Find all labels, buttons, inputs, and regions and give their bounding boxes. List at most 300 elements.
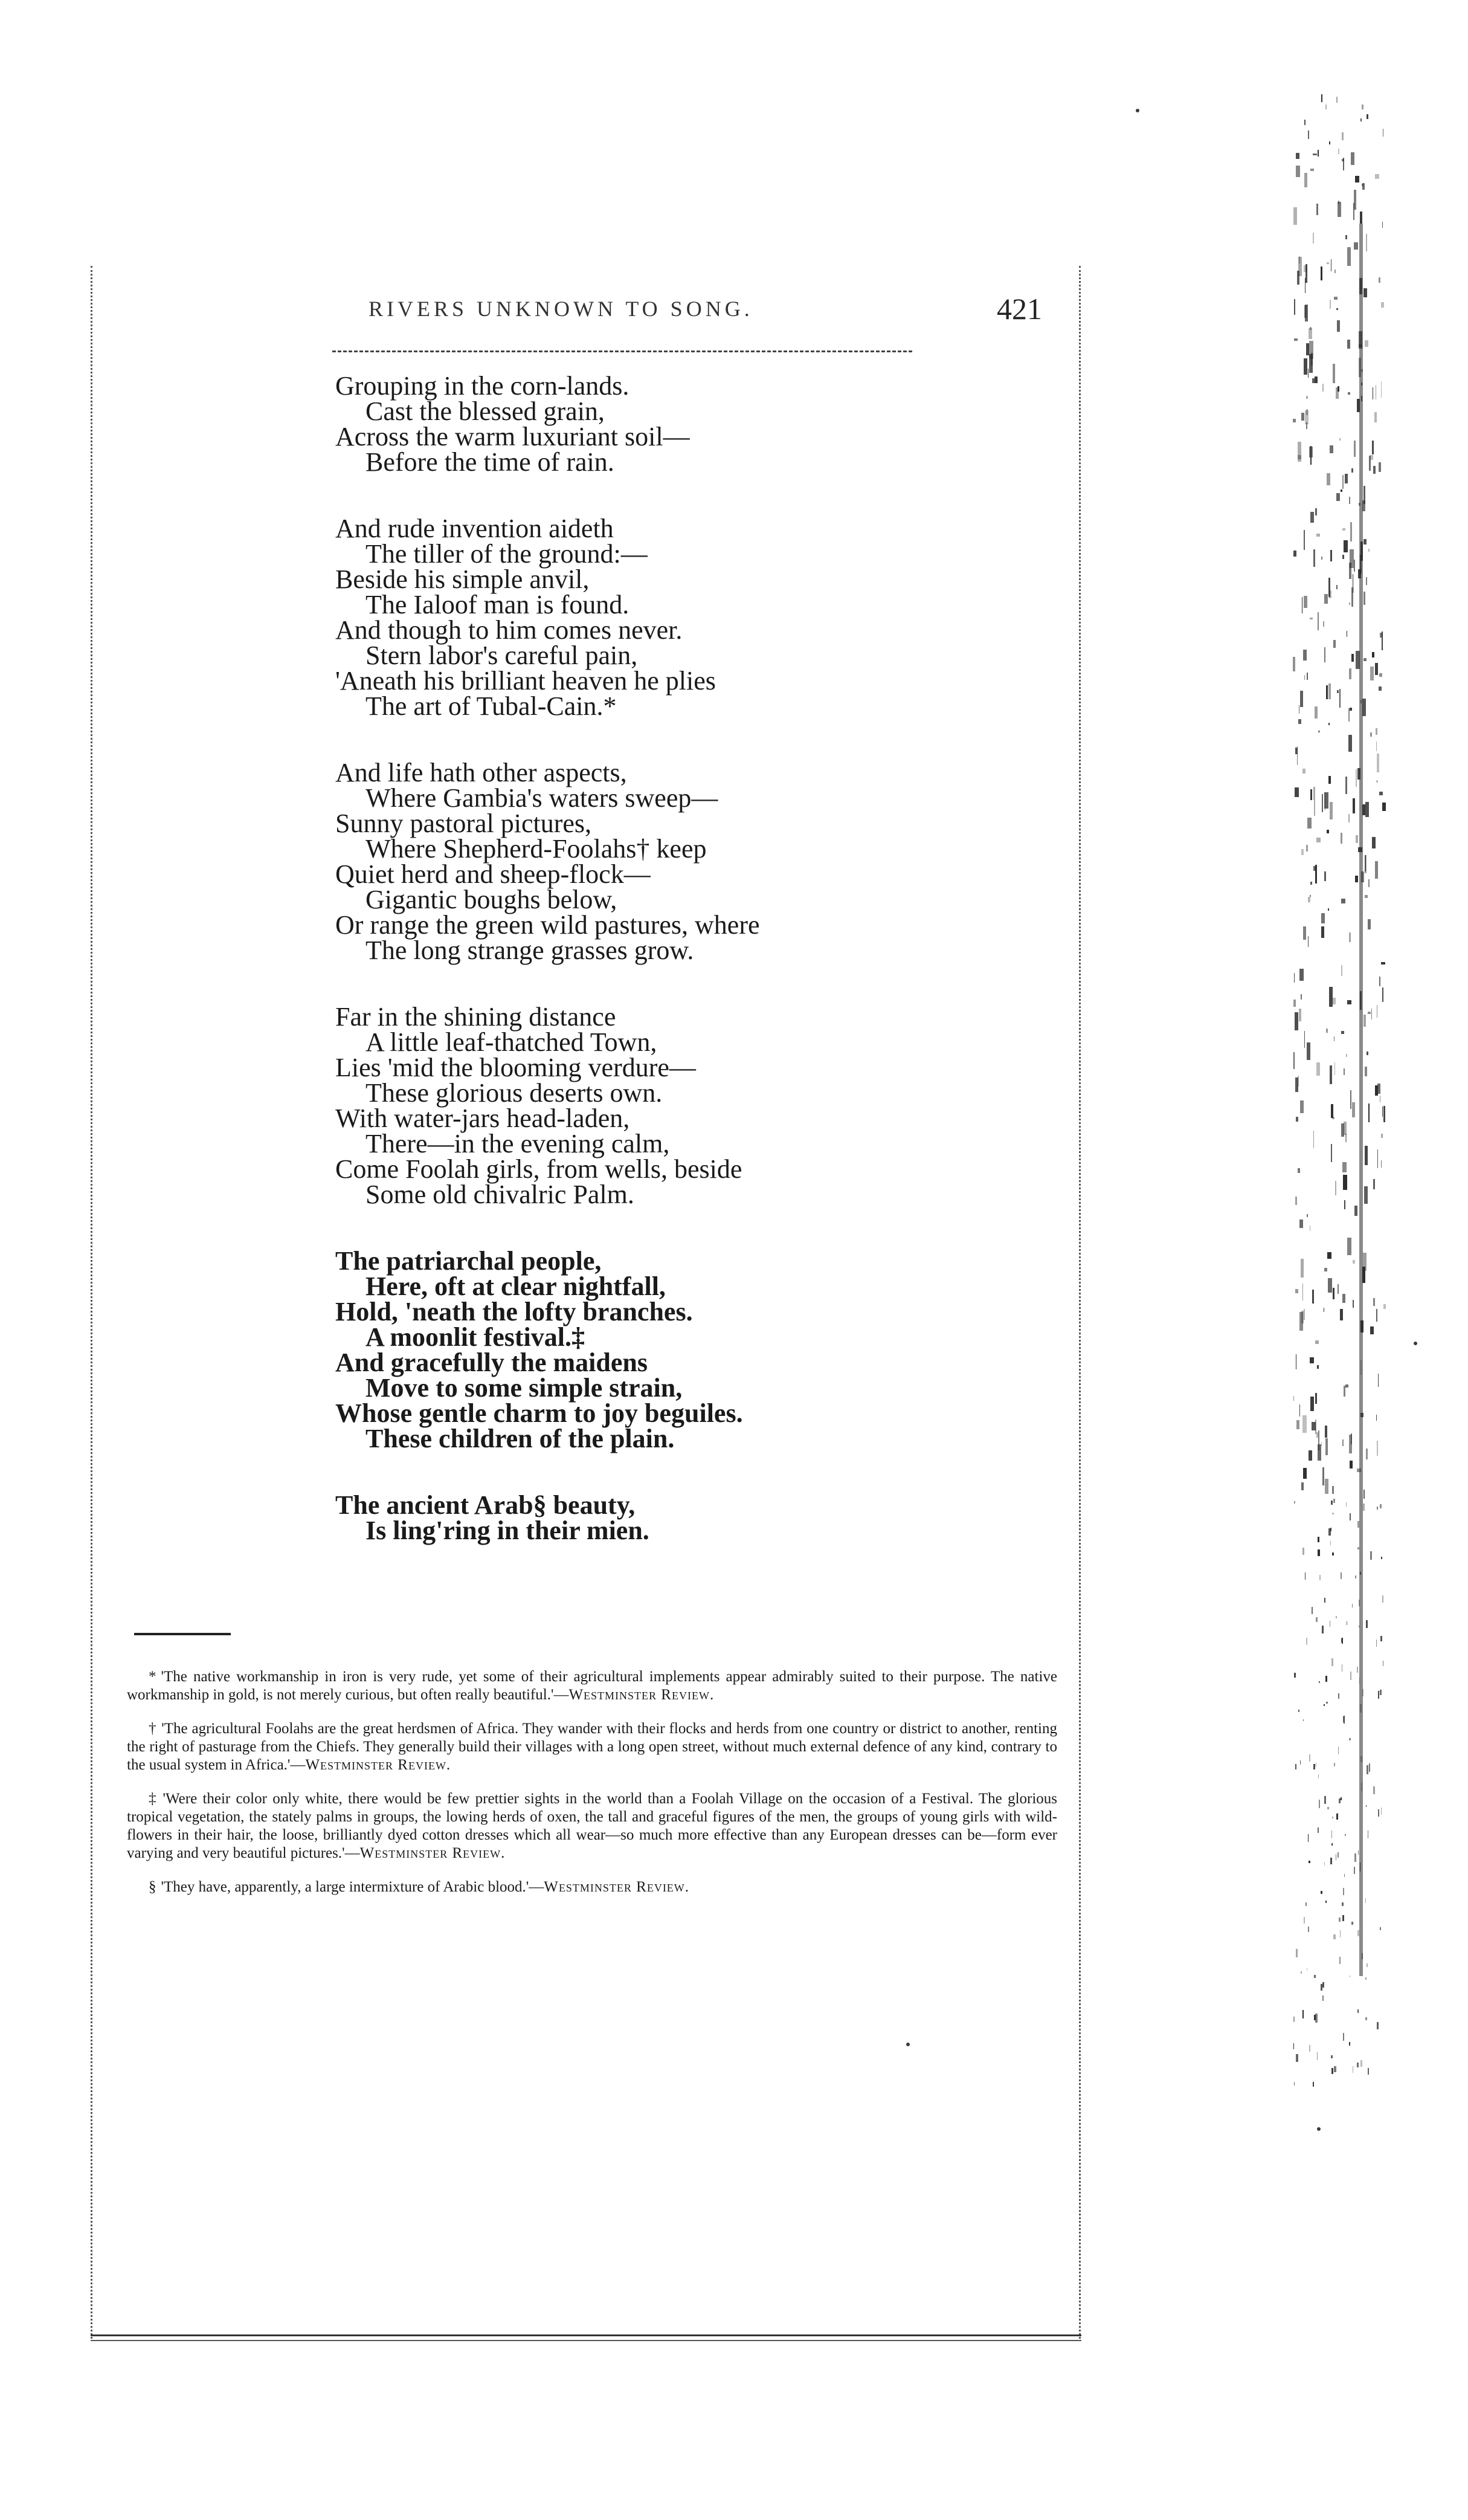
scan-noise (1365, 2017, 1367, 2021)
poem-line: Move to some simple strain, (365, 1373, 683, 1403)
scan-noise (1342, 1294, 1345, 1303)
scan-noise (1368, 549, 1370, 551)
scan-noise (1294, 2082, 1295, 2085)
scan-noise (1351, 1922, 1353, 1925)
scan-noise (1327, 1807, 1329, 1809)
scan-noise (1299, 1009, 1301, 1021)
scan-noise (1294, 973, 1295, 983)
scan-noise (1367, 1052, 1368, 1055)
scan-noise (1324, 1704, 1325, 1706)
scan-noise (1293, 657, 1295, 672)
poem-line: A little leaf-thatched Town, (365, 1027, 657, 1057)
scan-noise (1344, 540, 1347, 552)
scan-noise (1352, 574, 1354, 593)
scan-noise (1304, 675, 1305, 680)
scan-noise (1313, 233, 1314, 244)
poem-line: There—in the evening calm, (365, 1129, 670, 1158)
scan-noise (1325, 1901, 1327, 1903)
scan-noise (1356, 835, 1358, 843)
poem-line: Hold, 'neath the lofty branches. (335, 1297, 693, 1326)
scan-noise (1350, 1513, 1351, 1520)
scan-noise (1322, 794, 1323, 813)
scan-noise (1309, 1861, 1310, 1864)
scan-noise (1306, 396, 1308, 399)
poem-line: Stern labor's careful pain, (365, 641, 638, 670)
scan-noise (1293, 1396, 1294, 1401)
scan-noise (1376, 1640, 1377, 1647)
scan-noise (1304, 1309, 1305, 1319)
scan-noise (1373, 1179, 1374, 1189)
scan-noise (1378, 1374, 1379, 1387)
scan-noise (1325, 105, 1327, 109)
scan-noise (1355, 876, 1358, 882)
scan-noise (1342, 1162, 1346, 1172)
scan-noise (1360, 118, 1362, 121)
scan-noise (1304, 305, 1307, 318)
page-number: 421 (997, 292, 1042, 326)
scan-noise (1321, 267, 1323, 280)
scan-noise (1349, 1738, 1351, 1740)
scan-noise (1330, 445, 1333, 454)
poem-line: Where Shepherd-Foolahs† keep (365, 834, 707, 864)
scan-noise (1293, 207, 1297, 225)
scan-noise (1301, 994, 1302, 1000)
scan-noise (1306, 343, 1309, 355)
stanza (335, 1004, 1048, 1207)
scan-noise (1338, 201, 1339, 204)
poem-line: Come Foolah girls, from wells, beside (335, 1154, 742, 1184)
scan-noise (1304, 1917, 1305, 1924)
scan-noise (1307, 673, 1308, 680)
scan-noise (1296, 1420, 1299, 1429)
scan-noise (1345, 1834, 1346, 1836)
stanza (335, 1246, 1048, 1453)
scan-noise (1354, 1867, 1355, 1874)
scan-noise (1333, 1499, 1335, 1503)
footnote-source: Westminster Review. (305, 1757, 451, 1773)
scan-noise (1322, 1982, 1324, 1988)
scan-noise (1350, 1672, 1352, 1680)
scan-noise (1313, 2082, 1314, 2087)
scan-noise (1365, 855, 1367, 873)
scan-noise (1363, 1490, 1364, 1499)
scan-noise (1331, 1104, 1333, 1117)
scan-noise (1307, 1042, 1310, 1060)
scan-noise (1309, 1450, 1312, 1461)
scan-noise (1316, 838, 1321, 842)
scan-noise (1349, 497, 1350, 504)
poem-line: 'Aneath his brilliant heaven he plies (335, 666, 716, 696)
left-border-rule (91, 266, 92, 2339)
poem-line: Here, oft at clear nightfall, (365, 1271, 666, 1301)
scan-noise (1328, 683, 1331, 699)
poem-line: Far in the shining distance (335, 1002, 616, 1032)
scan-noise (1307, 1214, 1308, 1216)
scan-noise (1322, 1995, 1324, 2001)
scan-noise (1302, 1284, 1303, 1300)
footnote-mark: ‡ (149, 1791, 158, 1807)
scan-noise (1332, 1552, 1334, 1556)
scan-noise (1349, 563, 1351, 578)
scan-noise (1326, 685, 1328, 699)
scan-noise (1379, 673, 1383, 677)
scan-noise (1298, 1710, 1300, 1712)
scan-noise (1349, 932, 1351, 942)
scan-noise (1378, 1809, 1379, 1817)
scan-noise (1328, 723, 1330, 725)
scan-noise (1357, 2009, 1359, 2013)
scan-noise (1304, 596, 1307, 608)
scan-noise (1325, 1438, 1328, 1455)
scan-noise (1333, 640, 1336, 647)
scan-noise (1318, 1827, 1319, 1833)
scan-noise (1310, 169, 1314, 171)
scan-noise (1381, 1134, 1383, 1137)
footnote (127, 1790, 1057, 1863)
scan-noise (1317, 1365, 1319, 1368)
scan-noise (1318, 1444, 1321, 1461)
scan-noise (1343, 158, 1344, 170)
scan-noise (1318, 612, 1319, 630)
scan-noise (1321, 94, 1322, 102)
scan-noise (1382, 1595, 1383, 1603)
scan-noise (1296, 1354, 1297, 1369)
scan-noise (1354, 1853, 1356, 1862)
header-divider (332, 351, 912, 352)
scan-noise (1352, 1604, 1353, 1607)
scan-noise (1381, 302, 1384, 308)
scan-noise (1321, 557, 1322, 560)
scan-noise (1364, 1186, 1368, 1204)
poem-line: A moonlit festival.‡ (365, 1322, 585, 1352)
scan-noise (1354, 190, 1356, 210)
scan-noise (1349, 603, 1350, 605)
scan-noise (1314, 1975, 1316, 1978)
scan-noise (1343, 1716, 1344, 1722)
scan-noise (1368, 879, 1370, 887)
scan-noise (1383, 1304, 1386, 1309)
scan-noise (1293, 419, 1296, 422)
scan-noise (1360, 2060, 1362, 2067)
scan-noise (1296, 1949, 1298, 1958)
poem-line: Or range the green wild pastures, where (335, 910, 760, 940)
scan-noise (1306, 1638, 1307, 1645)
scan-noise (1379, 792, 1383, 795)
scan-noise (1344, 1200, 1345, 1209)
scan-noise (1304, 265, 1307, 272)
poem-line: And rude invention aideth (335, 514, 614, 543)
scan-noise (1326, 1029, 1328, 1033)
scan-noise (1375, 861, 1378, 879)
scan-noise (1377, 1441, 1378, 1456)
scan-noise (1339, 1917, 1341, 1922)
scan-noise (1313, 866, 1316, 870)
scan-noise (1339, 1957, 1341, 1964)
scan-noise (1330, 1528, 1331, 1531)
scan-noise (1331, 2068, 1333, 2074)
scan-noise (1347, 340, 1351, 349)
scan-noise (1310, 618, 1313, 619)
scan-noise (1365, 1977, 1367, 1980)
scan-noise (1330, 300, 1331, 309)
scan-noise (1329, 141, 1330, 144)
scan-noise (1355, 176, 1359, 183)
scan-noise (1380, 1504, 1381, 1508)
scan-noise (1301, 1971, 1302, 1974)
scan-noise (1293, 1000, 1296, 1007)
scan-noise (1350, 522, 1352, 541)
scan-noise (1331, 1658, 1333, 1665)
scan-noise (1315, 1393, 1318, 1404)
scan-noise (1376, 385, 1377, 399)
scan-noise (1349, 2042, 1350, 2046)
scan-noise (1308, 131, 1309, 139)
scan-noise (1321, 1442, 1322, 1447)
scan-noise (1318, 150, 1319, 157)
scan-noise (1325, 1426, 1327, 1438)
scan-noise (1366, 1449, 1368, 1459)
scan-noise (1299, 1220, 1302, 1228)
scan-noise (1324, 1598, 1326, 1603)
scan-noise (1353, 1260, 1355, 1264)
footnote-text: 'The agricultural Foolahs are the great herdsmen of Africa. They wander with their flocks and herds from one country or district to another, renting the right of pasturage from the Chiefs. They generally build their villages with a long open street, without much external defence of any kind, contrary to the usual system in Africa.'— (127, 1720, 1058, 1773)
footnote-source: Westminster Review. (544, 1879, 690, 1895)
scan-noise (1302, 769, 1305, 774)
scan-noise (1319, 1575, 1321, 1580)
scan-noise (1366, 577, 1367, 586)
scan-noise (1313, 787, 1315, 800)
stanza (335, 1490, 1048, 1545)
scan-noise (1363, 592, 1365, 604)
poem-line: The tiller of the ground:— (365, 539, 648, 569)
scan-noise (1308, 1834, 1309, 1842)
scan-noise (1324, 647, 1325, 662)
scan-noise (1328, 908, 1329, 911)
scan-noise (1296, 2054, 1298, 2062)
scan-noise (1334, 1763, 1335, 1766)
scan-noise (1303, 926, 1305, 940)
poem-line: Cast the blessed grain, (365, 396, 605, 426)
scan-noise (1381, 1557, 1382, 1559)
scan-noise (1310, 1397, 1314, 1411)
stanza (335, 373, 1048, 475)
scan-noise (1299, 1404, 1300, 1417)
footnote-text: 'Were their color only white, there would be few prettier sights in the world than a Foolah Village on the occasion of a Festival. The glorious tropical vegetation, the stately palms in groups, the lowing herds of oxen, the tall and graceful figures of the men, the groups of young girls with wild-flowers in their hair, the loose, brilliantly dyed cotton dresses which all wear—so much more effective than any European dresses can be—form ever varying and very beautiful pictures.'— (127, 1791, 1058, 1861)
scan-noise (1295, 1197, 1297, 1205)
scan-noise (1296, 153, 1300, 159)
poem-line: Some old chivalric Palm. (365, 1180, 634, 1209)
scan-noise (1383, 1106, 1385, 1122)
scan-noise (1379, 462, 1381, 472)
poem-line: Lies 'mid the blooming verdure— (335, 1053, 696, 1082)
scan-noise (1315, 2014, 1317, 2023)
scan-noise (1354, 560, 1355, 572)
scan-noise (1299, 1312, 1303, 1330)
scan-noise (1372, 837, 1376, 848)
scan-noise (1338, 386, 1339, 392)
footnote-mark: * (149, 1669, 156, 1685)
scan-dust (906, 2043, 910, 2046)
scan-noise (1321, 1891, 1322, 1893)
scan-noise (1345, 235, 1347, 239)
scan-noise (1365, 1067, 1367, 1077)
scan-noise (1376, 728, 1377, 735)
scan-noise (1381, 962, 1385, 964)
scan-noise (1365, 340, 1368, 347)
scan-noise (1335, 1181, 1336, 1196)
scan-noise (1309, 447, 1313, 457)
scan-noise (1313, 1764, 1315, 1769)
scan-noise (1316, 1432, 1319, 1438)
footnote-text: 'They have, apparently, a large intermixture of Arabic blood.'— (161, 1879, 544, 1895)
footnote (127, 1668, 1057, 1704)
scan-noise (1355, 1575, 1356, 1578)
scan-noise (1316, 1763, 1317, 1766)
scan-noise (1328, 776, 1331, 784)
scan-noise (1304, 358, 1307, 375)
scan-noise (1322, 1467, 1324, 1486)
scan-noise (1309, 2045, 1310, 2052)
scan-noise (1376, 741, 1377, 751)
scan-noise (1376, 1415, 1377, 1420)
scan-noise (1298, 257, 1302, 276)
scan-noise (1341, 489, 1342, 492)
scan-noise (1377, 1507, 1378, 1509)
scan-edge-line (1359, 224, 1363, 1976)
scan-noise (1294, 1501, 1295, 1504)
scan-noise (1370, 1326, 1374, 1334)
scan-noise (1368, 1830, 1369, 1838)
scan-noise (1332, 1817, 1333, 1818)
scan-noise (1365, 1898, 1366, 1904)
poem-line: The Ialoof man is found. (365, 590, 629, 619)
scan-noise (1366, 1620, 1368, 1628)
scan-noise (1362, 699, 1366, 717)
footnote-mark: † (149, 1720, 157, 1737)
scan-noise (1312, 378, 1315, 383)
scan-noise (1295, 1289, 1298, 1293)
footnotes (127, 1668, 1057, 1912)
scan-noise (1370, 732, 1372, 737)
scan-noise (1346, 1502, 1347, 1506)
scan-noise (1308, 897, 1310, 903)
scan-noise (1309, 341, 1313, 359)
scan-dust (1317, 2127, 1321, 2131)
stanza (335, 516, 1048, 719)
scan-noise (1315, 508, 1318, 515)
footnote-text: 'The native workmanship in iron is very rude, yet some of their agricultural implements appear admirably suited to their purpose. The native workmanship in gold, is not merely curious, but often really beautiful.'— (127, 1669, 1057, 1703)
scan-noise (1293, 1052, 1295, 1069)
scan-noise (1323, 621, 1324, 627)
scan-noise (1367, 1765, 1368, 1774)
poem-line: And gracefully the maidens (335, 1348, 648, 1377)
poem-line: Gigantic boughs below, (365, 885, 617, 914)
scan-noise (1342, 1638, 1343, 1643)
scan-noise (1327, 830, 1329, 833)
scan-noise (1350, 1090, 1351, 1108)
scan-noise (1363, 539, 1367, 544)
scan-noise (1368, 919, 1371, 930)
scan-noise (1307, 1968, 1308, 1971)
scan-noise (1347, 1000, 1351, 1004)
scan-noise (1316, 1062, 1320, 1076)
scan-dust (1414, 1342, 1417, 1345)
scan-noise (1334, 2066, 1336, 2072)
scan-noise (1370, 455, 1373, 460)
scan-noise (1375, 663, 1378, 676)
scan-noise (1321, 913, 1325, 923)
poem-line: Quiet herd and sheep-flock— (335, 859, 651, 889)
scan-noise (1338, 149, 1339, 155)
scan-noise (1305, 1902, 1307, 1907)
scan-noise (1324, 1862, 1325, 1866)
scan-noise (1346, 1054, 1347, 1058)
scan-noise (1382, 987, 1383, 1002)
scan-noise (1330, 1621, 1331, 1627)
scan-noise (1381, 1808, 1382, 1815)
scan-noise (1331, 1501, 1333, 1505)
scan-noise (1293, 551, 1296, 557)
scan-noise (1296, 1117, 1298, 1122)
scan-noise (1330, 1858, 1331, 1864)
scan-noise (1342, 555, 1344, 560)
poem-line: Where Gambia's waters sweep— (365, 783, 718, 813)
footnote (127, 1720, 1057, 1774)
poem-line: The art of Tubal-Cain.* (365, 691, 617, 721)
scan-noise (1308, 936, 1309, 946)
scan-noise (1295, 787, 1299, 797)
scan-noise (1310, 789, 1312, 800)
scan-noise (1362, 105, 1363, 109)
scan-noise (1373, 1298, 1374, 1306)
poem-line: The ancient Arab§ beauty, (335, 1490, 636, 1520)
scan-noise (1343, 1175, 1347, 1190)
scan-noise (1334, 297, 1338, 300)
scan-noise (1379, 977, 1380, 986)
scan-noise (1348, 814, 1350, 822)
footnote (127, 1878, 1057, 1896)
poem-line: Whose gentle charm to joy beguiles. (335, 1398, 743, 1428)
scan-noise (1331, 1830, 1332, 1838)
scan-noise (1350, 708, 1352, 711)
scan-noise (1369, 1763, 1370, 1772)
scan-noise (1343, 1888, 1344, 1895)
scan-noise (1350, 1461, 1353, 1469)
scan-noise (1310, 512, 1314, 523)
scan-noise (1305, 1572, 1306, 1580)
scan-noise (1340, 1309, 1343, 1320)
scan-noise (1314, 800, 1316, 816)
scan-noise (1365, 1146, 1368, 1165)
scan-noise (1382, 632, 1383, 651)
scan-noise (1348, 735, 1352, 752)
scan-noise (1345, 1384, 1349, 1388)
scan-noise (1293, 2017, 1295, 2023)
scan-noise (1321, 926, 1324, 937)
scan-noise (1309, 328, 1312, 339)
scan-noise (1301, 413, 1304, 421)
scan-noise (1341, 1572, 1342, 1578)
scan-noise (1295, 1077, 1298, 1092)
scan-noise (1332, 998, 1336, 1004)
scan-noise (1352, 1102, 1355, 1117)
poem-line: These glorious deserts own. (365, 1078, 663, 1108)
scan-noise (1334, 270, 1336, 273)
scan-noise (1382, 222, 1383, 228)
right-border-rule (1079, 266, 1081, 2339)
scan-noise (1316, 204, 1319, 215)
scan-noise (1304, 173, 1307, 187)
